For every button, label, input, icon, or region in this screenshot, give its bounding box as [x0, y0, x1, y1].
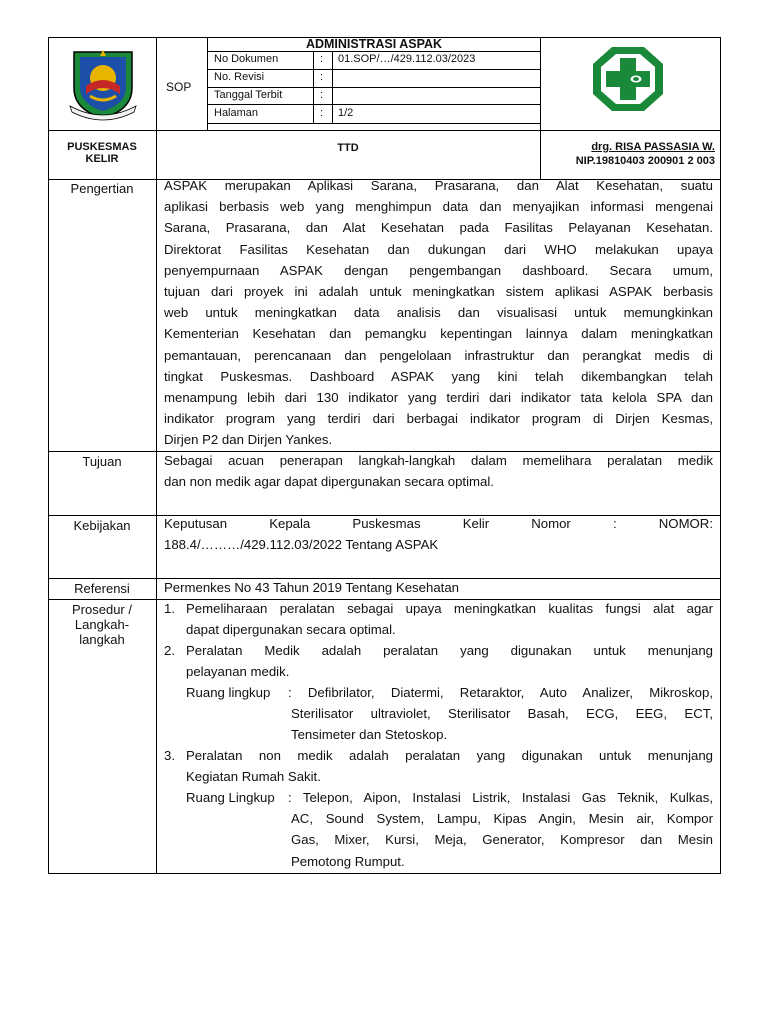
tujuan-text [164, 450, 713, 492]
puskesmas-logo [590, 44, 666, 114]
paragraph-line: Pemotong Rumput. [291, 853, 405, 869]
meta-sep: : [320, 89, 324, 101]
meta-value-no-dokumen: 01.SOP/…/429.112.03/2023 [338, 53, 476, 65]
paragraph-line: Permenkes No 43 Tahun 2019 Tentang Kesehatan [164, 580, 459, 595]
paragraph-line: dapat dipergunakan secara optimal. [186, 622, 396, 638]
paragraph-line: aplikasi berbasis web yang menghimpun data dan menyajikan informasi mengenai [164, 199, 713, 215]
paragraph-line: Kementerian Kesehatan dan pemangku kepentingan lainnya dalam meningkatkan [164, 326, 713, 342]
section-label-prosedur [48, 602, 156, 647]
list-number: 3. [164, 748, 175, 763]
ttd-label: TTD [337, 142, 359, 154]
section-label-referensi: Referensi [74, 581, 130, 596]
procedure-item-1 [186, 598, 713, 640]
label-line: Prosedur / [72, 602, 132, 617]
meta-sep: : [320, 53, 324, 65]
paragraph-line: pelayanan medik. [186, 664, 290, 680]
signer-name: drg. RISA PASSASIA W. [591, 141, 715, 153]
meta-key-no-revisi: No. Revisi [214, 71, 265, 83]
scope-label: Ruang Lingkup [186, 790, 275, 805]
paragraph-line: indikator program yang terdiri dari berbagai indikator program di Dirjen Kesmas, [164, 411, 713, 427]
paragraph-line: Gas, Mixer, Kursi, Meja, Generator, Kompresor dan Mesin [291, 832, 713, 848]
paragraph-line: Sarana, Prasarana, dan Alat Kesehatan pada Fasilitas Pelayanan Kesehatan. [164, 220, 713, 236]
meta-sep: : [320, 107, 324, 119]
paragraph-line: ASPAK merupakan Aplikasi Sarana, Prasarana, dan Alat Kesehatan, suatu [164, 178, 713, 193]
paragraph-line: AC, Sound System, Lampu, Kipas Angin, Mesin air, Kompor [291, 811, 713, 827]
paragraph-line: Peralatan Medik adalah peralatan yang digunakan untuk menunjang [186, 643, 713, 658]
section-label-pengertian: Pengertian [70, 181, 134, 196]
label-line: Langkah- [74, 617, 130, 632]
document-title: ADMINISTRASI ASPAK [305, 37, 443, 51]
paragraph-line: : Telepon, Aipon, Instalasi Listrik, Instalasi Gas Teknik, Kulkas, [288, 790, 713, 805]
pengertian-text [164, 175, 713, 450]
org-name-line1: PUSKESMAS [67, 141, 137, 153]
procedure-item-3 [186, 745, 713, 787]
org-name-line2: KELIR [85, 153, 119, 165]
paragraph-line: Sebagai acuan penerapan langkah-langkah dalam memelihara peralatan medik [164, 453, 713, 468]
paragraph-line: pemantauan, perencanaan dan pengelolaan infrastruktur dan perangkat medis di [164, 347, 713, 363]
paragraph-line: Sterilisator ultraviolet, Sterilisator Basah, ECG, EEG, ECT, [291, 706, 713, 722]
paragraph-line: Pemeliharaan peralatan sebagai upaya meningkatkan kualitas fungsi alat agar [186, 601, 713, 616]
paragraph-line: : Defibrilator, Diatermi, Retaraktor, Auto Analizer, Mikroskop, [288, 685, 713, 700]
paragraph-line: Direktorat Fasilitas Kesehatan dan dukungan dari WHO melakukan upaya [164, 241, 713, 257]
paragraph-line: Dirjen P2 dan Dirjen Yankes. [164, 432, 333, 448]
referensi-text [164, 577, 713, 598]
list-number: 2. [164, 643, 175, 658]
meta-value-halaman: 1/2 [338, 107, 354, 119]
label-line: langkah [79, 632, 125, 647]
meta-key-tanggal-terbit: Tanggal Terbit [214, 89, 283, 101]
section-label-tujuan: Tujuan [82, 454, 122, 469]
paragraph-line: Tensimeter dan Stetoskop. [291, 727, 448, 743]
procedure-item-3-scope [288, 787, 713, 872]
paragraph-line: tingkat Puskesmas. Dashboard ASPAK yang kini telah dikembangkan telah [164, 368, 713, 384]
paragraph-line: Peralatan non medik adalah peralatan yang digunakan untuk menunjang [186, 748, 713, 763]
paragraph-line: penyempurnaan ASPAK dengan pengembangan dashboard. Secara umum, [164, 262, 713, 278]
meta-key-no-dokumen: No Dokumen [214, 53, 279, 65]
section-label-kebijakan: Kebijakan [73, 518, 131, 533]
kebijakan-text [164, 513, 713, 555]
kediri-crest-logo [64, 44, 142, 122]
paragraph-line: 188.4/………/429.112.03/2022 Tentang ASPAK [164, 537, 439, 553]
sop-label: SOP [166, 80, 192, 94]
procedure-item-2 [186, 640, 713, 682]
signer-nip: NIP.19810403 200901 2 003 [575, 155, 715, 167]
paragraph-line: tujuan dari proyek ini adalah untuk meningkatkan sistem aplikasi ASPAK berbasis [164, 283, 713, 299]
meta-key-halaman: Halaman [214, 107, 259, 119]
paragraph-line: menampung lebih dari 130 indikator yang terdiri dari indikator tata kelola SPA dan [164, 389, 713, 405]
scope-label: Ruang lingkup [186, 685, 271, 700]
paragraph-line: Keputusan Kepala Puskesmas Kelir Nomor : NOMOR: [164, 516, 713, 531]
paragraph-line: Kegiatan Rumah Sakit. [186, 769, 321, 785]
meta-sep: : [320, 71, 324, 83]
list-number: 1. [164, 601, 175, 616]
paragraph-line: web untuk meningkatkan data analisis dan visualisasi untuk memungkinkan [164, 305, 713, 321]
paragraph-line: dan non medik agar dapat dipergunakan secara optimal. [164, 474, 494, 490]
procedure-item-2-scope [288, 682, 713, 746]
